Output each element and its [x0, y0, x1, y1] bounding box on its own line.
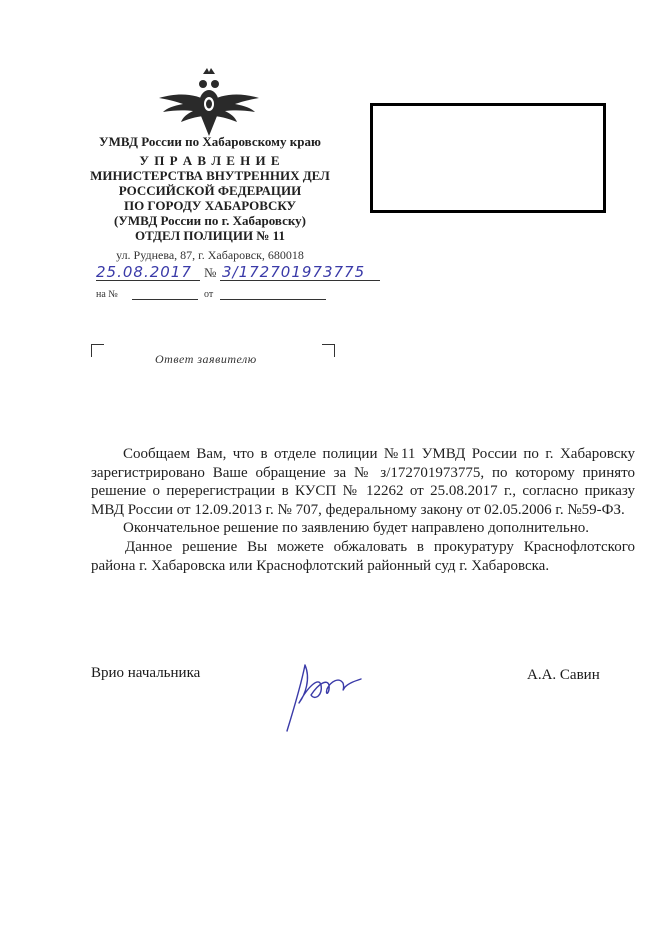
header-line-city: ПО ГОРОДУ ХАБАРОВСКУ	[123, 198, 297, 213]
reg-number: 3/172701973775	[222, 263, 366, 281]
corner-mark-right	[322, 344, 335, 357]
reg-number-sign: №	[204, 265, 217, 280]
signature-icon	[275, 655, 365, 735]
ot-date-line	[220, 299, 326, 300]
na-label: на №	[96, 289, 118, 300]
corner-mark-left	[91, 344, 104, 357]
header-line-abbr: (УМВД России по г. Хабаровску)	[114, 213, 306, 228]
org-top-title: УМВД России по Хабаровскому краю	[99, 134, 321, 149]
header-line-ministry: МИНИСТЕРСТВА ВНУТРЕННИХ ДЕЛ	[90, 168, 330, 183]
body-paragraph-1: Сообщаем Вам, что в отделе полиции №11 УМВД России по г. Хабаровску зарегистрировано Ваше обращение за № з/172701973775, по которому принято решение о перерегистрации в КУСП № 12262 от 25.08.2017 г., согласно приказу МВД России от 12.09.2013 г. № 707, федеральному закону от 02.05.2006 г. №59-ФЗ.	[91, 446, 635, 518]
letter-body	[91, 445, 635, 575]
redacted-recipient-box	[370, 103, 606, 213]
header-line-department: ОТДЕЛ ПОЛИЦИИ № 11	[135, 228, 285, 243]
signer-name: А.А. Савин	[527, 667, 600, 683]
reference-row	[96, 289, 118, 300]
signer-position: Врио начальника	[91, 665, 201, 681]
na-number-line	[132, 299, 198, 300]
mvd-emblem-icon	[157, 64, 261, 138]
ot-label: от	[204, 289, 214, 300]
body-paragraph-2: Окончательное решение по заявлению будет направлено дополнительно.	[123, 520, 589, 537]
recipient-label: Ответ заявителю	[155, 352, 257, 366]
org-address: ул. Руднева, 87, г. Хабаровск, 680018	[116, 248, 304, 262]
reg-date: 25.08.2017	[96, 263, 192, 281]
body-paragraph-3: Данное решение Вы можете обжаловать в прокуратуру Краснофлотского района г. Хабаровска или Краснофлотский районный суд г. Хабаровска.	[91, 538, 635, 574]
header-line-upravlenie: У П Р А В Л Е Н И Е	[139, 153, 281, 168]
header-line-rf: РОССИЙСКОЙ ФЕДЕРАЦИИ	[118, 183, 302, 198]
